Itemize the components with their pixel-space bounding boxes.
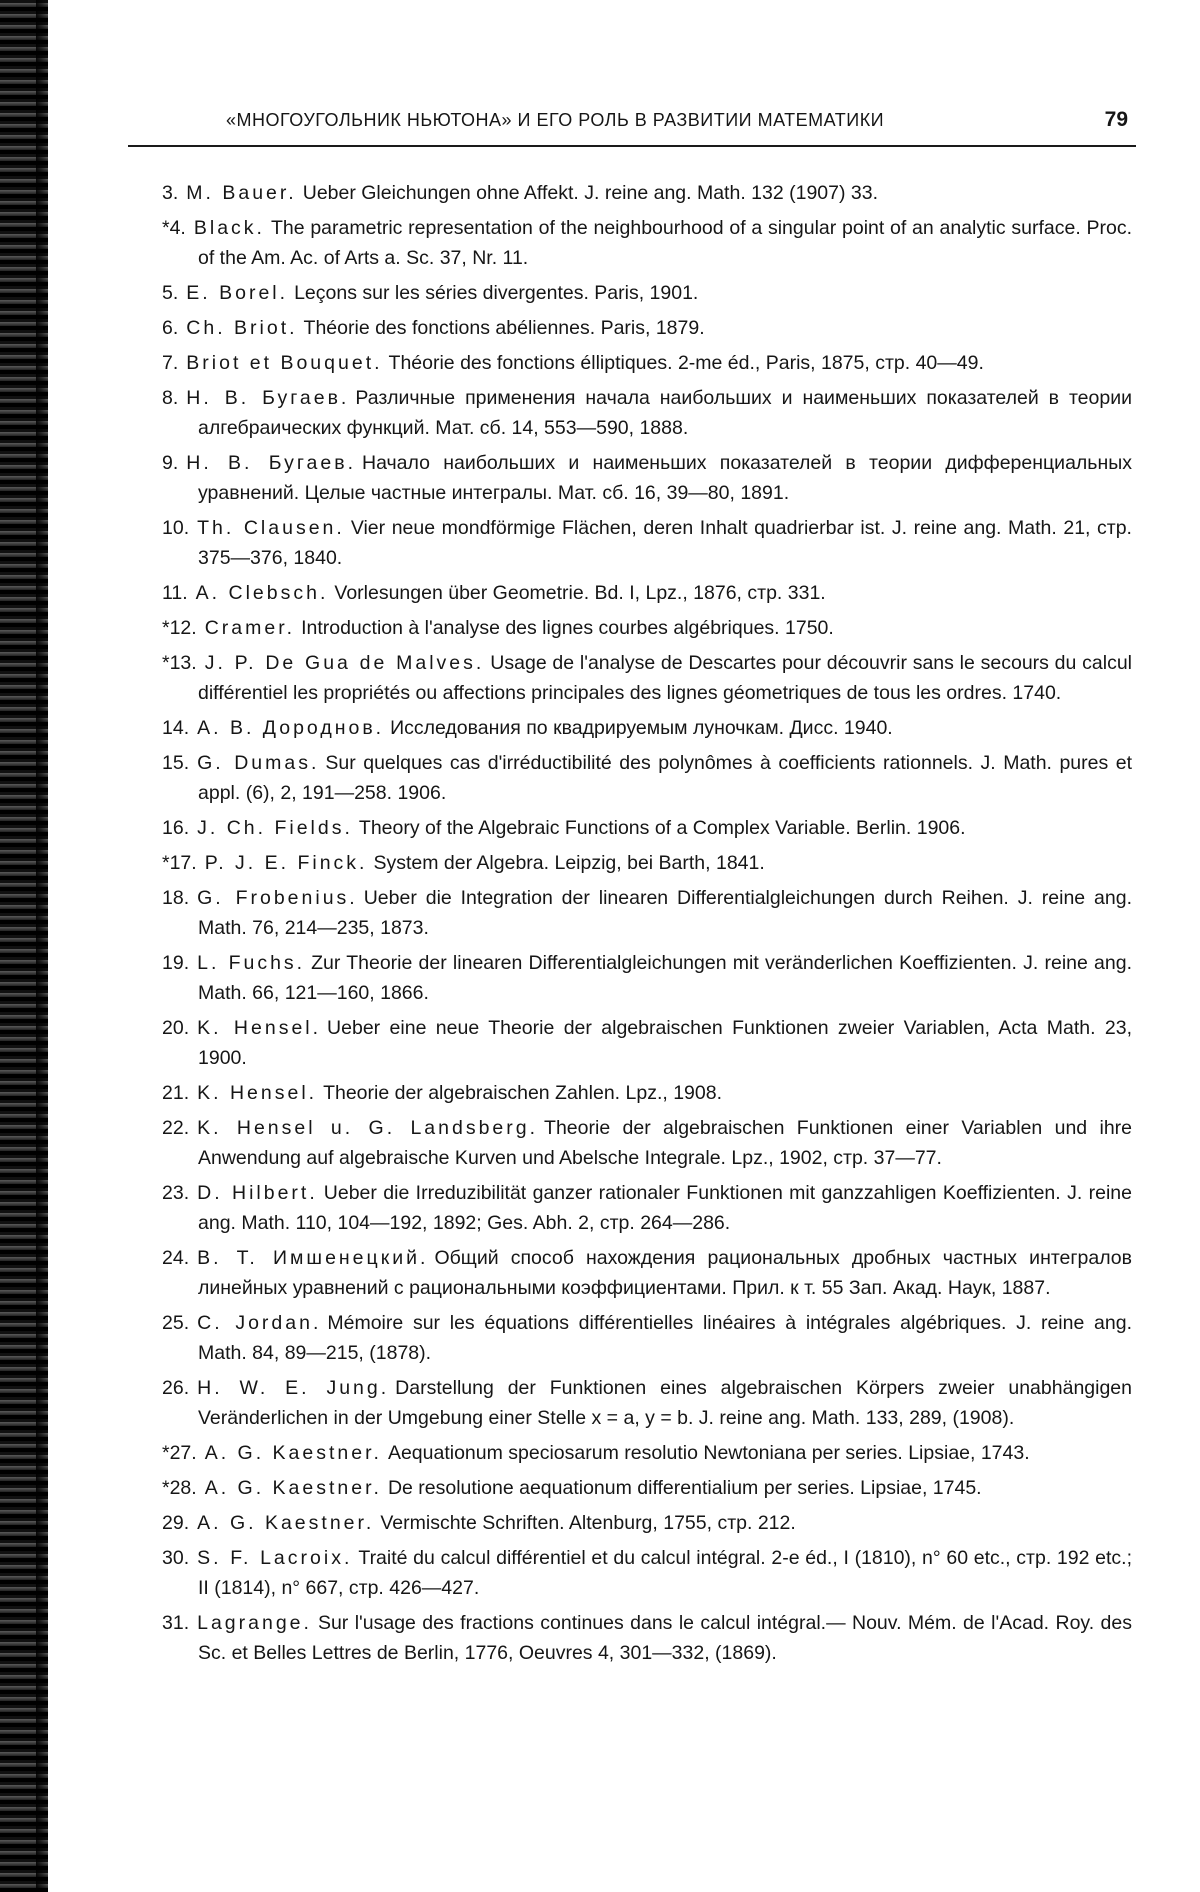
reference-author: K. Hensel. [197, 1082, 318, 1104]
reference-text: Traité du calcul différentiel et du calcul intégral. 2-e éd., I (1810), n° 60 etc., стр. 192 etc.; II (1814), n° 667, стр. 426—427. [198, 1547, 1133, 1599]
reference-item [162, 278, 1132, 308]
reference-item [162, 1373, 1132, 1433]
reference-item [162, 713, 1132, 743]
reference-text: Usage de l'analyse de Descartes pour découvrir sans le secours du calcul différentiel les propriétés ou affections principales des lignes géometriques de tous les ordres. 1740. [198, 652, 1132, 704]
reference-number: 3. [162, 182, 179, 204]
reference-number: *4. [162, 217, 186, 239]
reference-number: 24. [162, 1247, 190, 1269]
reference-number: 14. [162, 717, 190, 739]
reference-author: Cramer. [204, 617, 296, 639]
reference-item [162, 748, 1132, 808]
reference-number: 21. [162, 1082, 190, 1104]
scan-edge-shadow [0, 0, 48, 1892]
reference-author: А. В. Дороднов. [197, 717, 385, 739]
reference-list [162, 178, 1132, 1673]
reference-text: Исследования по квадрируемым луночкам. Дисс. 1940. [390, 717, 893, 739]
reference-text: Различные применения начала наибольших и наименьших показателей в теории алгебраических функций. Мат. сб. 14, 553—590, 1888. [198, 387, 1133, 439]
reference-item [162, 1308, 1132, 1368]
reference-item [162, 383, 1132, 443]
reference-item [162, 813, 1132, 843]
reference-text: Aequationum speciosarum resolutio Newtoniana per series. Lipsiae, 1743. [387, 1442, 1030, 1464]
reference-text: Начало наибольших и наименьших показателей в теории дифференциальных уравнений. Целые частные интегралы. Мат. сб. 16, 39—80, 1891. [198, 452, 1132, 504]
reference-item [162, 513, 1132, 573]
reference-text: Theorie der algebraischen Zahlen. Lpz., 1908. [323, 1082, 722, 1104]
reference-author: K. Hensel u. G. Landsberg. [197, 1117, 539, 1139]
reference-text: Sur quelques cas d'irréductibilité des polynômes à coefficients rationnels. J. Math. pures et appl. (6), 2, 191—258. 1906. [198, 752, 1133, 804]
reference-item [162, 313, 1132, 343]
reference-number: 26. [162, 1377, 190, 1399]
reference-author: J. P. De Gua de Malves. [204, 652, 485, 674]
reference-author: A. G. Kaestner. [204, 1442, 382, 1464]
reference-author: Th. Clausen. [197, 517, 345, 539]
reference-author: Н. В. Бугаев. [186, 387, 350, 409]
reference-item [162, 1543, 1132, 1603]
reference-item [162, 178, 1132, 208]
reference-number: 23. [162, 1182, 190, 1204]
reference-author: A. G. Kaestner. [197, 1512, 375, 1534]
reference-number: *28. [162, 1477, 197, 1499]
reference-text: Zur Theorie der linearen Differentialgleichungen mit veränderlichen Koeffizienten. J. reine ang. Math. 66, 121—160, 1866. [198, 952, 1133, 1004]
reference-item [162, 948, 1132, 1008]
reference-text: Vorlesungen über Geometrie. Bd. I, Lpz., 1876, стр. 331. [334, 582, 826, 604]
reference-author: P. J. E. Finck. [204, 852, 368, 874]
reference-number: *12. [162, 617, 197, 639]
reference-author: A. Clebsch. [195, 582, 329, 604]
reference-text: Ueber Gleichungen ohne Affekt. J. reine ang. Math. 132 (1907) 33. [302, 182, 879, 204]
reference-item [162, 1243, 1132, 1303]
reference-item [162, 1178, 1132, 1238]
reference-text: Общий способ нахождения рациональных дробных частных интегралов линейных уравнений с рациональными коэффициентами. Прил. к т. 55 Зап. Акад. Наук, 1887. [198, 1247, 1132, 1299]
page-header [128, 110, 1138, 140]
reference-author: E. Borel. [186, 282, 289, 304]
reference-text: Ueber die Irreduzibilität ganzer rationaler Funktionen mit ganzzahligen Koeffizienten. J. reine ang. Math. 110, 104—192, 1892; Ges. Abh. 2, стр. 264—286. [198, 1182, 1132, 1234]
reference-item [162, 648, 1132, 708]
reference-number: *17. [162, 852, 197, 874]
reference-author: L. Fuchs. [197, 952, 306, 974]
reference-item [162, 1078, 1132, 1108]
reference-author: A. G. Kaestner. [204, 1477, 382, 1499]
reference-number: *27. [162, 1442, 197, 1464]
reference-text: Theory of the Algebraic Functions of a Complex Variable. Berlin. 1906. [358, 817, 966, 839]
reference-number: 19. [162, 952, 190, 974]
reference-author: В. Т. Имшенецкий. [197, 1247, 429, 1269]
reference-number: 29. [162, 1512, 190, 1534]
reference-item [162, 348, 1132, 378]
reference-text: Théorie des fonctions abéliennes. Paris, 1879. [303, 317, 705, 339]
reference-author: S. F. Lacroix. [197, 1547, 353, 1569]
reference-author: Lagrange. [197, 1612, 312, 1634]
reference-text: Introduction à l'analyse des lignes courbes algébriques. 1750. [301, 617, 834, 639]
reference-number: 10. [162, 517, 190, 539]
reference-number: 11. [162, 582, 188, 604]
reference-text: Darstellung der Funktionen eines algebraischen Körpers zweier unabhängigen Veränderlichen in der Umgebung einer Stelle x = a, y = b. J. reine ang. Math. 133, 289, (1908). [198, 1377, 1132, 1429]
reference-number: 16. [162, 817, 190, 839]
reference-text: De resolutione aequationum differentialium per series. Lipsiae, 1745. [387, 1477, 982, 1499]
reference-author: J. Ch. Fields. [197, 817, 353, 839]
reference-text: Leçons sur les séries divergentes. Paris, 1901. [294, 282, 699, 304]
reference-text: Vier neue mondförmige Flächen, deren Inhalt quadrierbar ist. J. reine ang. Math. 21, стр. 375—376, 1840. [198, 517, 1132, 569]
reference-author: G. Frobenius. [197, 887, 358, 909]
reference-number: 18. [162, 887, 190, 909]
reference-item [162, 1113, 1132, 1173]
reference-text: Théorie des fonctions élliptiques. 2-me éd., Paris, 1875, стр. 40—49. [388, 352, 984, 374]
reference-item [162, 578, 1132, 608]
page-number: 79 [1104, 108, 1128, 131]
reference-author: K. Hensel. [197, 1017, 322, 1039]
reference-number: 9. [162, 452, 179, 474]
reference-text: Vermischte Schriften. Altenburg, 1755, стр. 212. [380, 1512, 796, 1534]
reference-number: 30. [162, 1547, 190, 1569]
reference-number: *13. [162, 652, 197, 674]
reference-number: 31. [162, 1612, 190, 1634]
reference-number: 8. [162, 387, 179, 409]
reference-text: Theorie der algebraischen Funktionen einer Variablen und ihre Anwendung auf algebraische Kurven und Abelsche Integrale. Lpz., 1902, стр. 37—77. [198, 1117, 1133, 1169]
header-rule [128, 145, 1136, 147]
reference-author: Ch. Briot. [186, 317, 298, 339]
reference-author: Н. В. Бугаев. [186, 452, 356, 474]
reference-number: 7. [162, 352, 179, 374]
reference-author: D. Hilbert. [197, 1182, 318, 1204]
reference-number: 6. [162, 317, 179, 339]
reference-item [162, 613, 1132, 643]
reference-text: System der Algebra. Leipzig, bei Barth, 1841. [373, 852, 765, 874]
reference-author: Briot et Bouquet. [186, 352, 383, 374]
reference-number: 20. [162, 1017, 190, 1039]
reference-text: Ueber eine neue Theorie der algebraischen Funktionen zweier Variablen, Acta Math. 23, 1900. [198, 1017, 1132, 1069]
reference-author: H. W. E. Jung. [197, 1377, 390, 1399]
reference-number: 15. [162, 752, 190, 774]
reference-author: Black. [193, 217, 265, 239]
reference-author: C. Jordan. [197, 1312, 322, 1334]
reference-item [162, 1508, 1132, 1538]
reference-text: Sur l'usage des fractions continues dans le calcul intégral.— Nouv. Mém. de l'Acad. Roy. des Sc. et Belles Lettres de Berlin, 1776, Oeuvres 4, 301—332, (1869). [198, 1612, 1132, 1664]
reference-item [162, 213, 1132, 273]
reference-item [162, 1473, 1132, 1503]
reference-author: G. Dumas. [197, 752, 320, 774]
reference-item [162, 1013, 1132, 1073]
reference-text: Mémoire sur les équations différentielles linéaires à intégrales algébriques. J. reine ang. Math. 84, 89—215, (1878). [198, 1312, 1132, 1364]
reference-item [162, 1608, 1132, 1668]
reference-item [162, 448, 1132, 508]
reference-text: Ueber die Integration der linearen Differentialgleichungen durch Reihen. J. reine ang. Math. 76, 214—235, 1873. [198, 887, 1132, 939]
reference-item [162, 883, 1132, 943]
reference-item [162, 848, 1132, 878]
reference-item [162, 1438, 1132, 1468]
reference-number: 5. [162, 282, 179, 304]
reference-number: 22. [162, 1117, 190, 1139]
reference-number: 25. [162, 1312, 190, 1334]
running-title: «МНОГОУГОЛЬНИК НЬЮТОНА» И ЕГО РОЛЬ В РАЗВИТИИ МАТЕМАТИКИ [226, 110, 885, 130]
reference-author: M. Bauer. [186, 182, 297, 204]
reference-text: The parametric representation of the neighbourhood of a singular point of an analytic surface. Proc. of the Am. Ac. of Arts a. Sc. 37, Nr. 11. [198, 217, 1132, 269]
